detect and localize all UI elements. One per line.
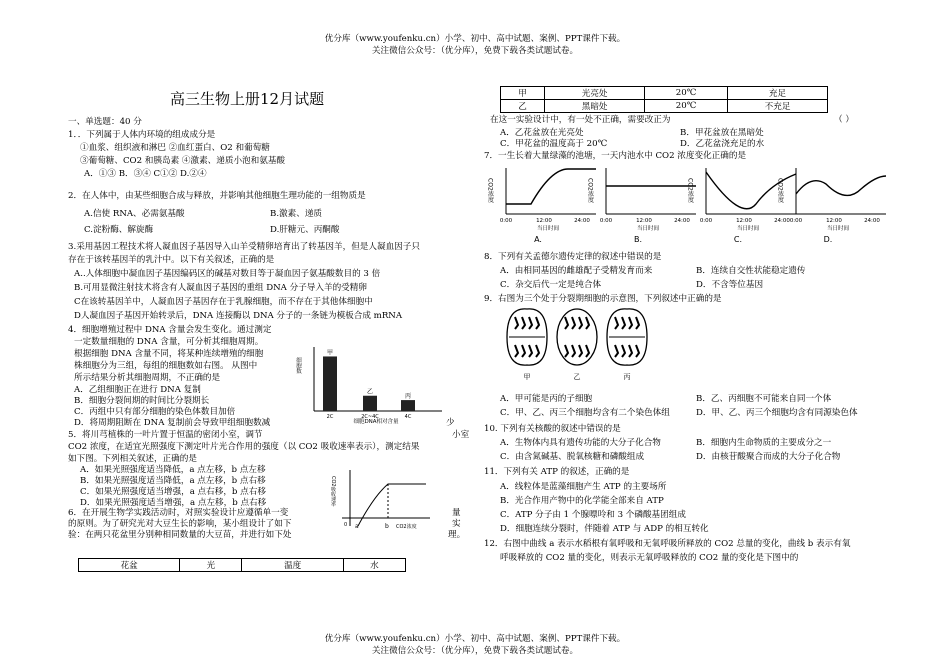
q9-label: 甲 — [523, 373, 531, 381]
q4-line-5: 所示结果分析其细胞周期，不正确的是 — [74, 373, 221, 383]
q5-line-2: CO2 浓度，在适宜光照强度下测定叶片光合作用的强度（以 CO2 吸收速率表示），测定结果 — [68, 442, 420, 452]
q9-cell-figure — [505, 305, 665, 383]
q7-tick: 0:00 — [599, 218, 613, 224]
q7-graphs — [488, 164, 888, 246]
q10-option-c: C．由含氮碱基、脱氧核糖和磷酸组成 — [500, 452, 645, 462]
q6-line-2: 的原则。为了研究光对大豆生长的影响，某小组设计了如下 — [68, 519, 292, 529]
q5-curve-chart — [330, 466, 440, 536]
q10-stem: 10. 下列有关核酸的叙述中错误的是 — [484, 424, 621, 434]
q7-tick: 0:00 — [699, 218, 713, 224]
q7-option-label: A. — [534, 235, 542, 244]
q11-option-b: B．光合作用产物中的化学能全部来自 ATP — [500, 496, 664, 506]
q6b-bracket: （ ） — [834, 115, 854, 125]
q7-option-label: D. — [823, 235, 833, 244]
q7-tick: 0:00 — [789, 218, 803, 224]
q5-chart-xlabel: CO2浓度 — [396, 524, 417, 530]
bar-label: 乙 — [366, 388, 374, 396]
bar-丙 — [401, 400, 415, 411]
bar-label: 丙 — [404, 393, 412, 401]
q7-axis-x: 当日时间 — [636, 226, 660, 232]
q4-chart-ylabel: 细胞数 — [295, 357, 301, 374]
q1-stem: 1．．下列属于人体内环境的组成成分是 — [68, 130, 216, 140]
q4-option-a: A．乙组细胞正在进行 DNA 复制 — [74, 385, 201, 395]
q5-chart-b: b — [385, 523, 389, 530]
q12-line-2: 呼吸释放的 CO2 量的变化，则表示无氧呼吸释放的 CO2 量的变化是下图中的 — [500, 553, 799, 563]
q7-option-label: B. — [633, 235, 643, 244]
footer-line-2: 关注微信公众号：（优分库），免费下载各类试题试卷。 — [371, 646, 579, 656]
q8-stem: 8．下列有关孟德尔遗传定律的叙述中错误的是 — [484, 252, 662, 262]
q7-graph-2 — [587, 168, 697, 244]
page-title: 高三生物上册12月试题 — [170, 90, 325, 108]
q7-stem: 7．一生长着大量绿藻的池塘，一天内池水中 CO2 浓度变化正确的是 — [484, 151, 747, 161]
header-line-1: 优分库（www.youfenku.cn）小学、初中、高中试题、案例、PPT课件下载。 — [324, 34, 626, 44]
table-row — [501, 87, 828, 100]
q5-line-3: 如下图。下列相关叙述，正确的是 — [68, 454, 197, 464]
q8-option-a: A．由相同基因的雌雄配子受精发育而来 — [500, 266, 653, 276]
q4-line-3: 根据细胞 DNA 含量不同，将某种连续增殖的细胞 — [74, 349, 264, 359]
bar-乙 — [363, 396, 377, 411]
q4-option-d: D．将周期阻断在 DNA 复制前会导致甲组细胞数减 — [74, 418, 271, 428]
q7-tick: 12:00 — [536, 218, 552, 224]
q3-stem-1: 3.采用基因工程技术将人凝血因子基因导入山羊受精卵培育出了转基因羊，但是人凝血因子只 — [68, 242, 420, 252]
q9-cell-乙 — [557, 309, 597, 365]
q6b-option-b: B．甲花盆放在黑暗处 — [680, 128, 764, 138]
q6-line-1: 6．在开展生物学实践活动时，对照实验设计应遵循单一变 — [68, 508, 289, 518]
q6-line-1-tail: 量 — [452, 508, 461, 518]
q7-tick: 12:00 — [636, 218, 652, 224]
q7-tick: 0:00 — [499, 218, 513, 224]
q1-options-1: ①血浆、组织液和淋巴 ②血红蛋白、O2 和葡萄糖 — [80, 143, 270, 153]
q9-option-b: B．乙、丙细胞不可能来自同一个体 — [696, 394, 832, 404]
q2-option-b: B.激素、递质 — [270, 209, 323, 219]
table-cell: 20℃ — [645, 87, 728, 100]
q1-answers: A．①③ B．③④ C①② D.②④ — [84, 169, 207, 179]
q9-option-c: C．甲、乙、丙三个细胞均含有二个染色体组 — [500, 408, 670, 418]
q3-option-d: D人凝血因子基因开始转录后，DNA 连接酶以 DNA 分子的一条链为模板合成 mRNA — [74, 311, 403, 321]
q8-option-d: D．不含等位基因 — [696, 280, 764, 290]
footer-line-1: 优分库（www.youfenku.cn）小学、初中、高中试题、案例、PPT课件下载。 — [324, 634, 626, 644]
q7-tick: 24:00 — [574, 218, 590, 224]
q7-graph-1 — [487, 168, 597, 244]
q7-axis-x: 当日时间 — [736, 226, 760, 232]
q2-stem: 2．在人体中，由某些细胞合成与释放，并影响其他细胞生理功能的一组物质是 — [68, 191, 366, 201]
q5-option-b: B．如果光照强度适当降低，a 点左移，b 点右移 — [80, 476, 266, 486]
q6-head-temp: 温度 — [242, 559, 343, 572]
q11-option-c: C．ATP 分子由 1 个腺嘌呤和 3 个磷酸基团组成 — [500, 510, 686, 520]
table-cell: 不充足 — [728, 100, 828, 113]
q5-option-a: A．如果光照强度适当降低，a 点左移，b 点左移 — [80, 465, 266, 475]
q9-cell-甲 — [507, 309, 547, 365]
q5-chart-ylabel: CO2吸收速率 — [330, 476, 336, 507]
q11-option-d: D．细胞连续分裂时，伴随着 ATP 与 ADP 的相互转化 — [500, 524, 709, 534]
tick-label: 4C — [404, 414, 412, 420]
q3-stem-2: 存在于该转基因羊的乳汁中。以下有关叙述，正确的是 — [68, 255, 275, 265]
q7-curve — [506, 169, 596, 204]
q11-option-a: A．线粒体是蓝藻细胞产生 ATP 的主要场所 — [500, 482, 667, 492]
q7-axis-y: CO2浓度 — [586, 178, 594, 203]
q7-option-label: C. — [733, 235, 743, 244]
q6b-option-d: D．乙花盆浇充足的水 — [680, 139, 765, 149]
q2-option-d: D.肝糖元、丙酮酸 — [270, 225, 340, 235]
q7-tick: 12:00 — [826, 218, 842, 224]
q4-line-1: 4．细胞增殖过程中 DNA 含量会发生变化。通过测定 — [68, 325, 272, 335]
q6-line-3: 验：在两只花盆里分别种相同数量的大豆苗，并进行如下处 — [68, 530, 292, 540]
q5-option-c: C．如果光照强度适当增强，a 点右移，b 点右移 — [80, 487, 266, 497]
table-row — [501, 100, 828, 113]
q10-option-d: D．由核苷酸聚合而成的大分子化合物 — [696, 452, 841, 462]
header-line-2: 关注微信公众号：（优分库），免费下载各类试题试卷。 — [371, 46, 579, 56]
q7-axis-y: CO2浓度 — [686, 178, 694, 203]
q4-option-c: C．丙组中只有部分细胞的染色体数目加倍 — [74, 407, 236, 417]
q6-table-header — [78, 558, 406, 572]
q7-tick: 24:00 — [674, 218, 690, 224]
tick-label: 2C — [326, 414, 334, 420]
q6-line-2-tail: 实 — [452, 519, 461, 529]
q2-option-c: C.淀粉酶、解旋酶 — [84, 225, 154, 235]
table-cell: 甲 — [501, 87, 545, 100]
table-cell: 充足 — [728, 87, 828, 100]
section-heading: 一、单选题：40 分 — [68, 117, 142, 127]
q6b-option-c: C．甲花盆的温度高于 20℃ — [500, 139, 608, 149]
q2-option-a: A.信使 RNA、必需氨基酸 — [84, 209, 185, 219]
q3-option-c: C在该转基因羊中，人凝血因子基因存在于乳腺细胞，而不存在于其他体细胞中 — [74, 297, 373, 307]
q7-graph-4 — [777, 168, 887, 244]
q5-chart-a: a — [355, 523, 359, 530]
q9-cell-丙 — [607, 309, 647, 365]
q8-option-c: C．杂交后代一定是纯合体 — [500, 280, 602, 290]
q12-line-1: 12．右图中曲线 a 表示水稻根有氧呼吸和无氧呼吸所释放的 CO2 总量的变化，曲线 b 表示有氧 — [484, 539, 851, 549]
q10-option-a: A．生物体内具有遗传功能的大分子化合物 — [500, 438, 661, 448]
q5-option-d: D．如果光照强度适当增强，a 点左移，b 点右移 — [80, 498, 267, 508]
q4-bar-chart — [296, 343, 446, 425]
q4-line-2: 一定数量细胞的 DNA 含量，可分析其细胞周期。 — [74, 337, 264, 347]
q6-head-pot: 花盆 — [79, 559, 180, 572]
q6b-option-a: A．乙花盆放在光亮处 — [500, 128, 584, 138]
q9-label: 丙 — [623, 373, 631, 381]
tick-label: 2C~4C — [361, 414, 379, 420]
q7-tick: 24:00 — [774, 218, 790, 224]
q1-options-2: ③葡萄糖、CO2 和胰岛素 ④激素、递质小泡和氨基酸 — [80, 156, 286, 166]
q6b-stem: 在这一实验设计中，有一处不正确，需要改正为 — [490, 115, 671, 125]
q5-chart-origin: 0 — [344, 522, 348, 528]
q3-option-b: B.可用显微注射技术将含有人凝血因子基因的重组 DNA 分子导入羊的受精卵 — [74, 283, 367, 293]
q11-stem: 11．下列有关 ATP 的叙述，正确的是 — [484, 467, 630, 477]
q6-line-3-tail: 理。 — [448, 530, 466, 540]
q4-option-d-tail: 少 — [446, 418, 455, 428]
q9-stem: 9．右图为三个处于分裂期细胞的示意图，下列叙述中正确的是 — [484, 294, 722, 304]
q7-tick: 24:00 — [864, 218, 880, 224]
q7-curve — [796, 176, 886, 195]
q6-head-water: 水 — [343, 559, 405, 572]
q5-line-1-tail: 小室 — [452, 430, 470, 440]
q6-head-light: 光 — [180, 559, 242, 572]
bar-label: 甲 — [326, 349, 334, 357]
q4-chart-xlabel: 细胞DNA相对含量 — [353, 419, 399, 425]
table-cell: 黑暗处 — [545, 100, 645, 113]
q10-option-b: B．细胞内生命物质的主要成分之一 — [696, 438, 832, 448]
bar-甲 — [323, 356, 337, 411]
q4-option-b: B．细胞分裂间期的时间比分裂期长 — [74, 396, 210, 406]
q8-option-b: B．连续自交性状能稳定遗传 — [696, 266, 806, 276]
q7-axis-x: 当日时间 — [536, 226, 560, 232]
q7-axis-y: CO2浓度 — [776, 178, 784, 203]
q9-option-a: A．甲可能是丙的子细胞 — [500, 394, 593, 404]
q7-axis-x: 当日时间 — [826, 226, 850, 232]
q5-line-1: 5．将川芎植株的一叶片置于恒温的密闭小室，调节 — [68, 430, 263, 440]
q7-axis-y: CO2浓度 — [486, 178, 494, 203]
q3-option-a: A..人体细胞中凝血因子基因编码区的碱基对数目等于凝血因子氨基酸数目的 3 倍 — [74, 269, 381, 279]
q9-label: 乙 — [573, 373, 581, 381]
q7-tick: 12:00 — [736, 218, 752, 224]
q6-table-rows — [500, 86, 828, 113]
q9-option-d: D．甲、乙、丙三个细胞均含有同源染色体 — [696, 408, 858, 418]
table-cell: 光亮处 — [545, 87, 645, 100]
q4-line-4: 株细胞分为三组，每组的细胞数如右图。 从图中 — [74, 361, 258, 371]
table-cell: 20℃ — [645, 100, 728, 113]
table-cell: 乙 — [501, 100, 545, 113]
